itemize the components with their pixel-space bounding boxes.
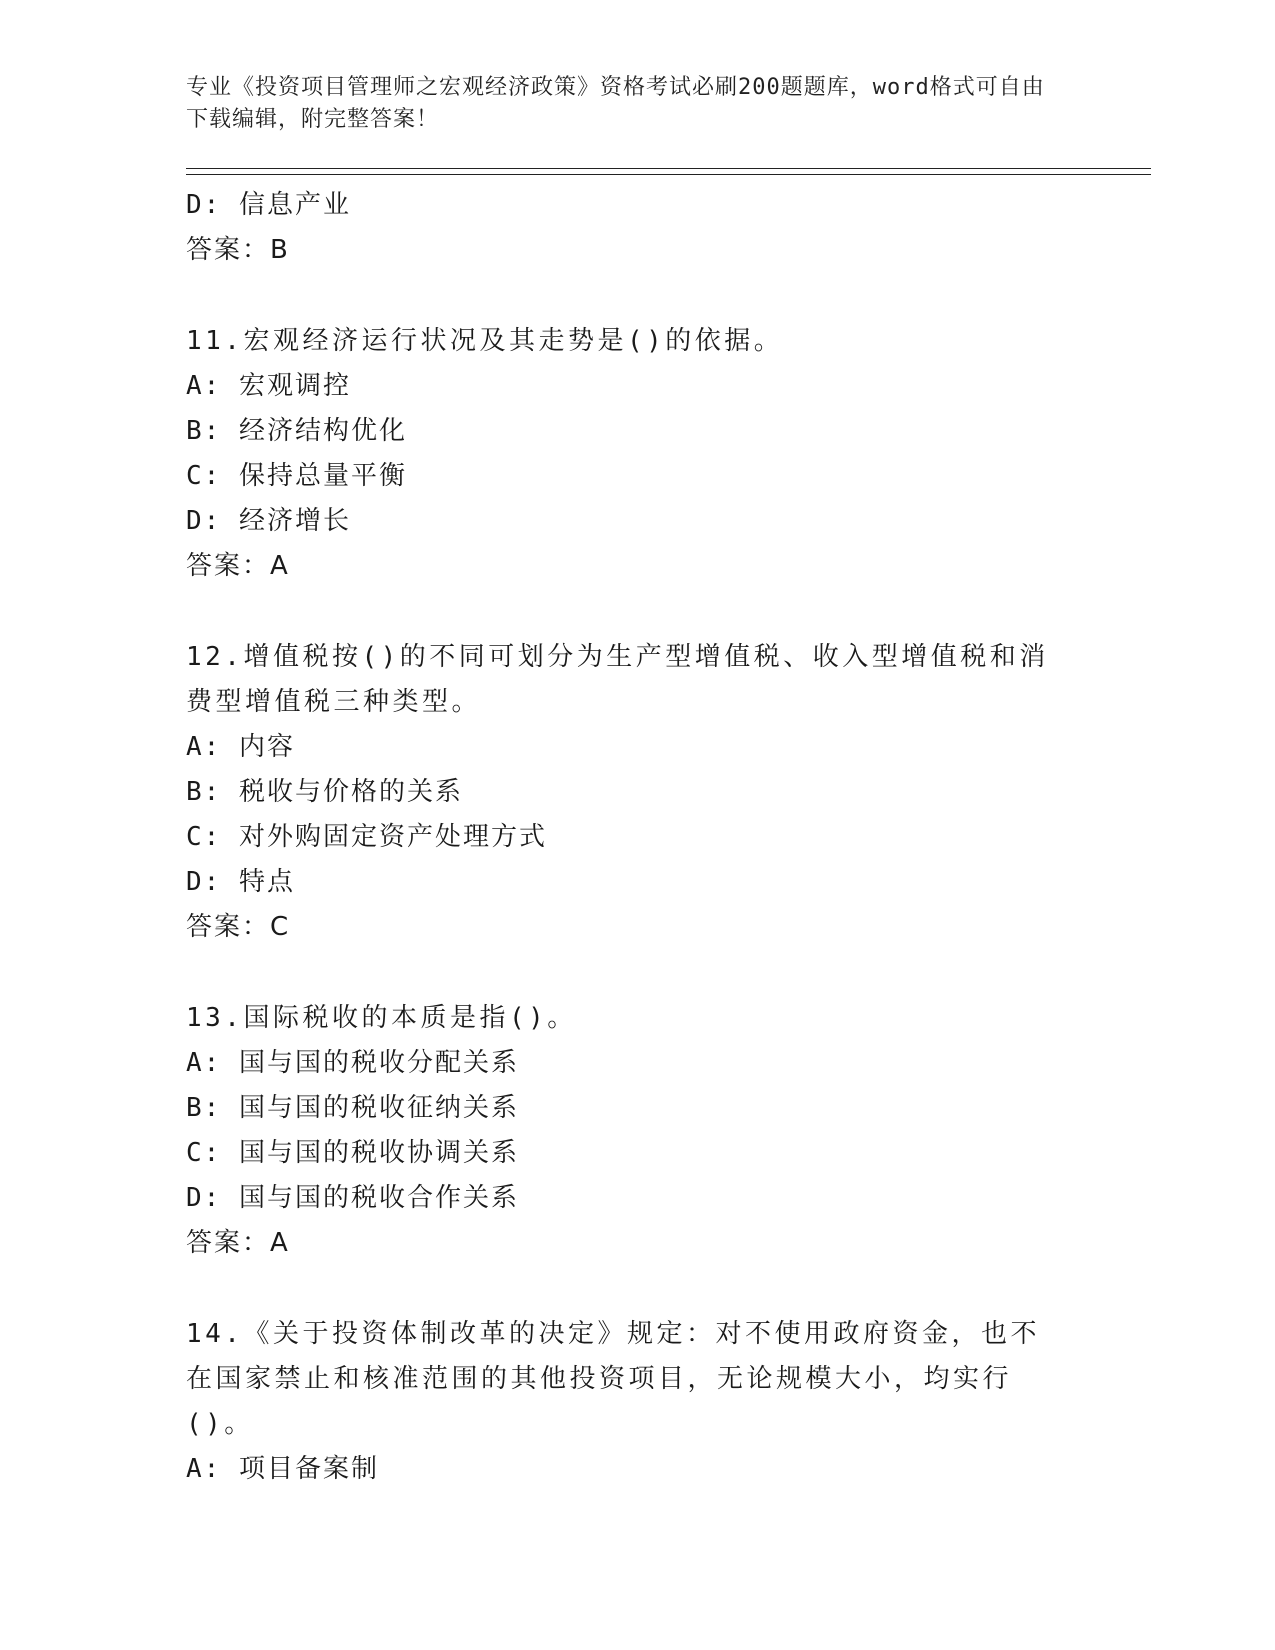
question-11 [186, 319, 1151, 589]
option-d: D: 国与国的税收合作关系 [186, 1183, 519, 1213]
option-b: B: 税收与价格的关系 [186, 777, 463, 807]
answer: 答案：C [186, 912, 291, 942]
spacer [186, 1266, 1151, 1312]
option-a: A: 项目备案制 [186, 1454, 379, 1484]
answer: 答案：A [186, 551, 290, 581]
option-c: C: 保持总量平衡 [186, 461, 407, 491]
option-d: D: 经济增长 [186, 506, 351, 536]
option-c: C: 国与国的税收协调关系 [186, 1138, 519, 1168]
option-c: C: 对外购固定资产处理方式 [186, 822, 547, 852]
option-b: B: 国与国的税收征纳关系 [186, 1093, 519, 1123]
spacer [186, 273, 1151, 319]
option-a: A: 内容 [186, 732, 295, 762]
answer: 答案：B [186, 235, 290, 265]
option-b: B: 经济结构优化 [186, 416, 407, 446]
header-double-rule [186, 168, 1151, 175]
spacer [186, 950, 1151, 996]
spacer [186, 589, 1151, 635]
question-13 [186, 996, 1151, 1266]
document-page [186, 72, 1151, 1492]
question-stem: 14.《关于投资体制改革的决定》规定：对不使用政府资金，也不在国家禁止和核准范围的其他投资项目，无论规模大小，均实行()。 [186, 1319, 1040, 1439]
question-stem: 12.增值税按()的不同可划分为生产型增值税、收入型增值税和消费型增值税三种类型。 [186, 642, 1049, 717]
question-list [186, 183, 1151, 1492]
option-d: D: 特点 [186, 867, 295, 897]
question-14 [186, 1312, 1151, 1492]
option-a: A: 宏观调控 [186, 371, 351, 401]
question-stem: 13.国际税收的本质是指()。 [186, 1003, 577, 1033]
option-d: D: 信息产业 [186, 190, 351, 220]
question-stem: 11.宏观经济运行状况及其走势是()的依据。 [186, 326, 784, 356]
question-12 [186, 635, 1151, 950]
document-header: 专业《投资项目管理师之宏观经济政策》资格考试必刷200题题库，word格式可自由下载编辑，附完整答案！ [186, 75, 1045, 132]
answer: 答案：A [186, 1228, 290, 1258]
option-a: A: 国与国的税收分配关系 [186, 1048, 519, 1078]
